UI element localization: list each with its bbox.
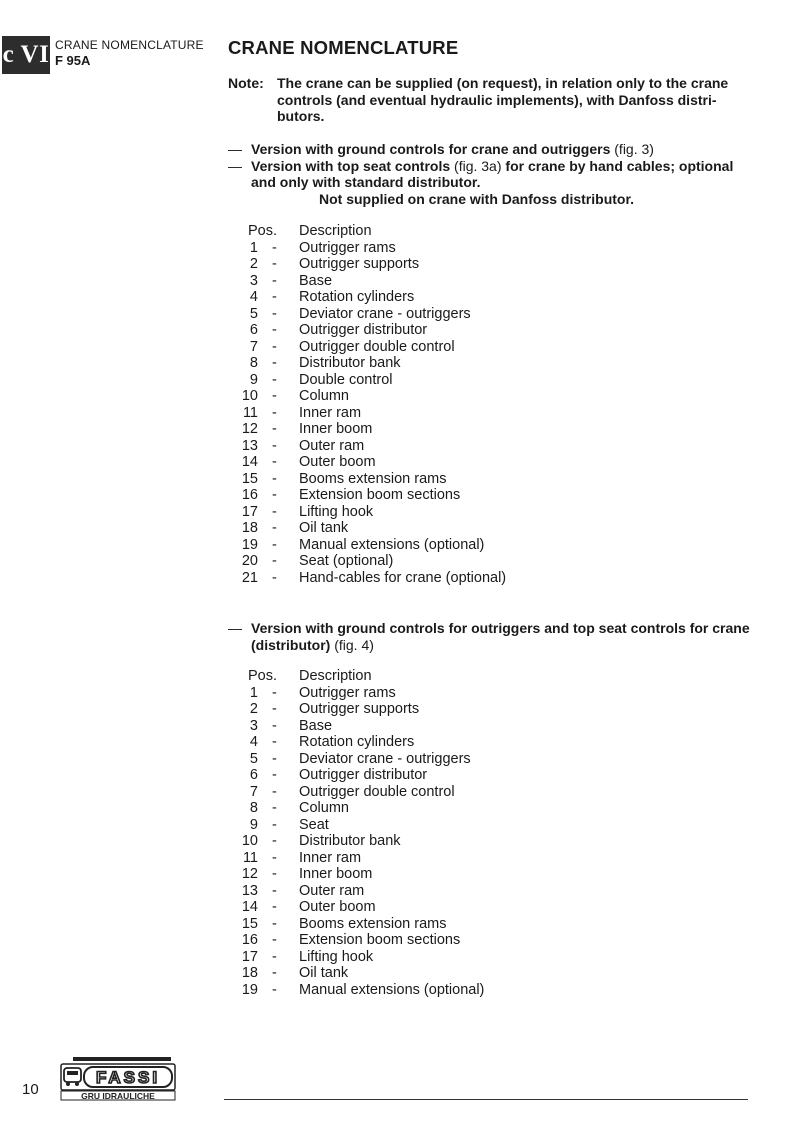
row-separator: - [272,800,277,816]
em-dash: — [228,620,242,636]
pos-header: Pos. [248,223,278,239]
version-item [228,158,758,208]
version-title: Version with top seat controls [251,157,451,174]
description-text: Extension boom sections [299,487,461,503]
row-separator: - [272,849,277,866]
pos-number: 4 [249,734,258,750]
pos-number: 15 [241,915,258,932]
description-text: Outrigger double control [299,783,455,800]
model-label: F 95A [55,53,91,68]
row-separator: - [272,322,277,338]
description-text: Outrigger rams [299,684,396,701]
row-separator: - [272,256,277,272]
side-section-title: CRANE NOMENCLATURE [55,38,204,52]
pos-number: 9 [249,371,258,388]
description-text: Inner ram [299,404,362,421]
row-separator: - [272,272,277,289]
pos-number: 21 [241,569,258,586]
description-text: Outrigger double control [299,338,455,355]
pos-number: 18 [241,965,258,981]
row-separator: - [272,536,277,553]
pos-number: 9 [249,816,258,833]
row-separator: - [272,355,277,371]
description-text: Base [299,272,333,289]
description-text: Inner ram [299,849,362,866]
pos-number: 11 [242,849,258,866]
footer-rule [224,1099,748,1100]
version-fig-ref: (fig. 3a) [450,157,506,174]
pos-number: 13 [241,437,258,454]
row-separator: - [272,899,277,915]
version-restriction: Not supplied on crane with Danfoss distributor. [319,190,635,207]
row-separator: - [272,750,277,767]
description-text: Column [299,800,349,816]
pos-number: 10 [241,388,258,404]
pos-number: 14 [241,454,258,470]
pos-number: 6 [249,767,258,783]
description-text: Seat [299,816,329,833]
description-text: Lifting hook [299,948,374,965]
pos-number: 13 [241,882,258,899]
description-text: Outer ram [299,882,365,899]
pos-number: 19 [241,536,258,553]
description-text: Column [299,388,349,404]
row-separator: - [272,734,277,750]
svg-text:GRU IDRAULICHE: GRU IDRAULICHE [81,1091,155,1101]
note-block [228,75,758,125]
pos-number: 12 [241,421,258,437]
row-separator: - [272,915,277,932]
pos-number: 19 [241,981,258,998]
description-text: Outer boom [299,899,376,915]
version-item [228,620,758,653]
row-separator: - [272,767,277,783]
pos-number: 14 [241,899,258,915]
description-text: Oil tank [299,520,349,536]
row-separator: - [272,371,277,388]
pos-number: 12 [241,866,258,882]
pos-number: 3 [249,717,258,734]
row-separator: - [272,421,277,437]
pos-header: Pos. [248,668,278,684]
description-text: Outrigger supports [299,256,420,272]
description-header: Description [299,668,372,684]
chapter-badge: c VI [2,36,50,74]
row-separator: - [272,338,277,355]
pos-number: 2 [249,701,258,717]
row-separator: - [272,239,277,256]
pos-number: 4 [249,289,258,305]
description-text: Rotation cylinders [299,734,415,750]
description-header: Description [299,223,372,239]
description-text: Outer ram [299,437,365,454]
description-text: Base [299,717,333,734]
version-fig-ref: (fig. 4) [330,636,374,653]
pos-number: 17 [241,503,258,520]
row-separator: - [272,437,277,454]
row-separator: - [272,882,277,899]
row-separator: - [272,932,277,948]
description-text: Extension boom sections [299,932,461,948]
description-text: Rotation cylinders [299,289,415,305]
description-text: Booms extension rams [299,470,447,487]
row-separator: - [272,503,277,520]
row-separator: - [272,569,277,586]
version-title: Version with ground controls for outriggers and top seat controls for crane (distributor) [251,620,750,653]
row-separator: - [272,948,277,965]
pos-number: 17 [241,948,258,965]
row-separator: - [272,783,277,800]
description-text: Double control [299,371,393,388]
pos-number: 2 [249,256,258,272]
pos-number: 6 [249,322,258,338]
note-text: The crane can be supplied (on request), in relation only to the crane controls (and eventual hydraulic implements), with Danfoss distri-butors. [277,75,729,124]
row-separator: - [272,701,277,717]
row-separator: - [272,816,277,833]
description-text: Booms extension rams [299,915,447,932]
pos-number: 1 [249,239,258,256]
versions-list [228,141,758,207]
pos-number: 18 [241,520,258,536]
description-text: Distributor bank [299,355,401,371]
row-separator: - [272,520,277,536]
version-detail: for crane by hand cables; optional and only with standard distributor. [251,157,734,190]
description-text: Oil tank [299,965,349,981]
svg-text:FASSI: FASSI [95,1068,161,1087]
row-separator: - [272,404,277,421]
description-text: Deviator crane - outriggers [299,305,471,322]
row-separator: - [272,487,277,503]
description-text: Inner boom [299,866,373,882]
pos-number: 8 [249,800,258,816]
pos-number: 5 [249,305,258,322]
row-separator: - [272,866,277,882]
description-text: Manual extensions (optional) [299,981,485,998]
page-title: CRANE NOMENCLATURE [228,37,459,58]
em-dash: — [228,157,242,174]
description-text: Lifting hook [299,503,374,520]
description-text: Outrigger rams [299,239,396,256]
pos-number: 8 [249,355,258,371]
row-separator: - [272,684,277,701]
description-text: Inner boom [299,421,373,437]
description-text: Outrigger distributor [299,767,428,783]
description-text: Outer boom [299,454,376,470]
pos-number: 15 [241,470,258,487]
row-separator: - [272,981,277,998]
description-text: Deviator crane - outriggers [299,750,471,767]
note-label: Note: [228,75,264,91]
row-separator: - [272,553,277,569]
row-separator: - [272,470,277,487]
row-separator: - [272,454,277,470]
page-number: 10 [22,1081,39,1098]
description-text: Outrigger distributor [299,322,428,338]
version-title: Version with ground controls for crane and outriggers [251,141,611,157]
pos-number: 7 [249,338,258,355]
pos-number: 16 [241,487,258,503]
version-item [228,141,758,158]
row-separator: - [272,965,277,981]
version-fig-ref: (fig. 3) [610,141,654,157]
description-text: Outrigger supports [299,701,420,717]
description-text: Hand-cables for crane (optional) [299,569,507,586]
row-separator: - [272,388,277,404]
row-separator: - [272,833,277,849]
pos-number: 16 [241,932,258,948]
pos-number: 20 [241,553,258,569]
fassi-logo [59,1055,177,1101]
description-text: Manual extensions (optional) [299,536,485,553]
row-separator: - [272,305,277,322]
description-text: Distributor bank [299,833,401,849]
pos-number: 1 [249,684,258,701]
pos-number: 10 [241,833,258,849]
row-separator: - [272,289,277,305]
em-dash: — [228,141,242,157]
pos-number: 11 [242,404,258,421]
row-separator: - [272,717,277,734]
description-text: Seat (optional) [299,553,394,569]
pos-number: 3 [249,272,258,289]
pos-number: 5 [249,750,258,767]
pos-number: 7 [249,783,258,800]
